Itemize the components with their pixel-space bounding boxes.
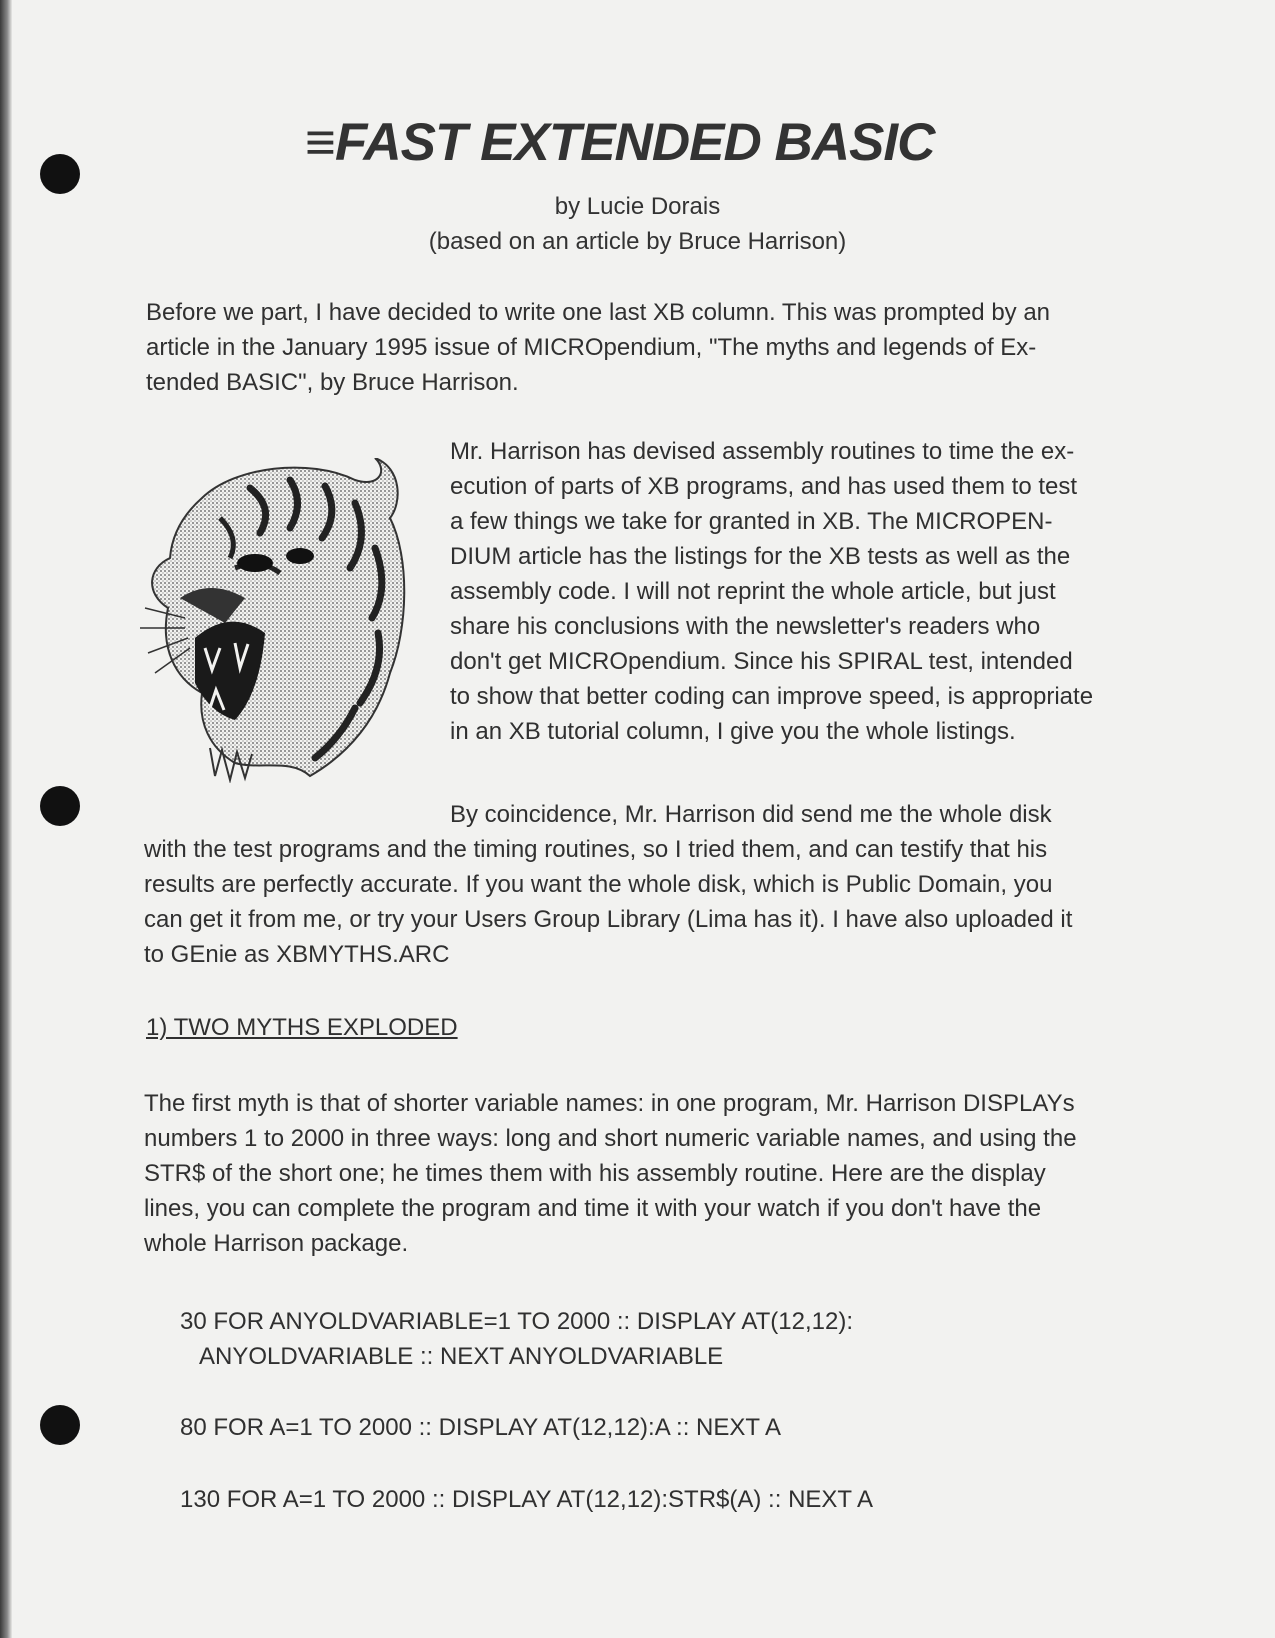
tiger-head-illustration xyxy=(140,458,420,783)
myth-paragraph xyxy=(144,1086,1077,1261)
text-line: STR$ of the short one; he times them with his assembly routine. Here are the display xyxy=(144,1160,1046,1187)
text-line: don't get MICROpendium. Since his SPIRAL test, intended xyxy=(450,648,1073,675)
coincidence-paragraph xyxy=(144,832,1072,972)
code-line-30-continued: ANYOLDVARIABLE :: NEXT ANYOLDVARIABLE xyxy=(199,1343,724,1370)
binder-hole-icon xyxy=(40,154,80,194)
code-line-130: 130 FOR A=1 TO 2000 :: DISPLAY AT(12,12):STR$(A) :: NEXT A xyxy=(180,1486,873,1513)
text-line: Mr. Harrison has devised assembly routines to time the ex- xyxy=(450,438,1075,465)
text-line: numbers 1 to 2000 in three ways: long and short numeric variable names, and using the xyxy=(144,1125,1077,1152)
code-line-30: 30 FOR ANYOLDVARIABLE=1 TO 2000 :: DISPLAY AT(12,12): xyxy=(180,1308,853,1335)
text-line: with the test programs and the timing routines, so I tried them, and can testify that his xyxy=(144,836,1048,863)
text-line: assembly code. I will not reprint the whole article, but just xyxy=(450,578,1056,605)
text-line: can get it from me, or try your Users Group Library (Lima has it). I have also uploaded it xyxy=(144,906,1073,933)
text-line: tended BASIC", by Bruce Harrison. xyxy=(146,369,519,396)
based-on-line: (based on an article by Bruce Harrison) xyxy=(428,228,847,255)
binder-hole-icon xyxy=(40,1405,80,1445)
side-paragraph xyxy=(450,434,1093,749)
text-line: in an XB tutorial column, I give you the whole listings. xyxy=(450,718,1016,745)
author-byline: by Lucie Dorais xyxy=(554,193,721,220)
text-line: whole Harrison package. xyxy=(144,1230,409,1257)
text-line: The first myth is that of shorter variable names: in one program, Mr. Harrison DISPLAYs xyxy=(144,1090,1075,1117)
text-line: to GEnie as XBMYTHS.ARC xyxy=(144,941,450,968)
text-line: DIUM article has the listings for the XB tests as well as the xyxy=(450,543,1071,570)
intro-paragraph xyxy=(146,295,1050,400)
section-heading: 1) TWO MYTHS EXPLODED xyxy=(146,1014,458,1041)
text-line: Before we part, I have decided to write one last XB column. This was prompted by an xyxy=(146,299,1051,326)
title-text: FAST EXTENDED BASIC xyxy=(334,113,935,172)
text-line: article in the January 1995 issue of MICROpendium, "The myths and legends of Ex- xyxy=(146,334,1037,361)
text-line: to show that better coding can improve speed, is appropriate xyxy=(450,683,1094,710)
title-mark: ≡ xyxy=(305,113,335,172)
page-title xyxy=(305,112,934,173)
text-line: a few things we take for granted in XB. The MICROPEN- xyxy=(450,508,1053,535)
text-line: share his conclusions with the newsletter's readers who xyxy=(450,613,1041,640)
code-line-80: 80 FOR A=1 TO 2000 :: DISPLAY AT(12,12):A :: NEXT A xyxy=(180,1414,781,1441)
text-line: results are perfectly accurate. If you want the whole disk, which is Public Domain, you xyxy=(144,871,1053,898)
binder-hole-icon xyxy=(40,786,80,826)
coincidence-first-line xyxy=(450,797,1052,832)
text-line: lines, you can complete the program and time it with your watch if you don't have the xyxy=(144,1195,1042,1222)
text-line: By coincidence, Mr. Harrison did send me the whole disk xyxy=(450,801,1052,828)
text-line: ecution of parts of XB programs, and has used them to test xyxy=(450,473,1078,500)
